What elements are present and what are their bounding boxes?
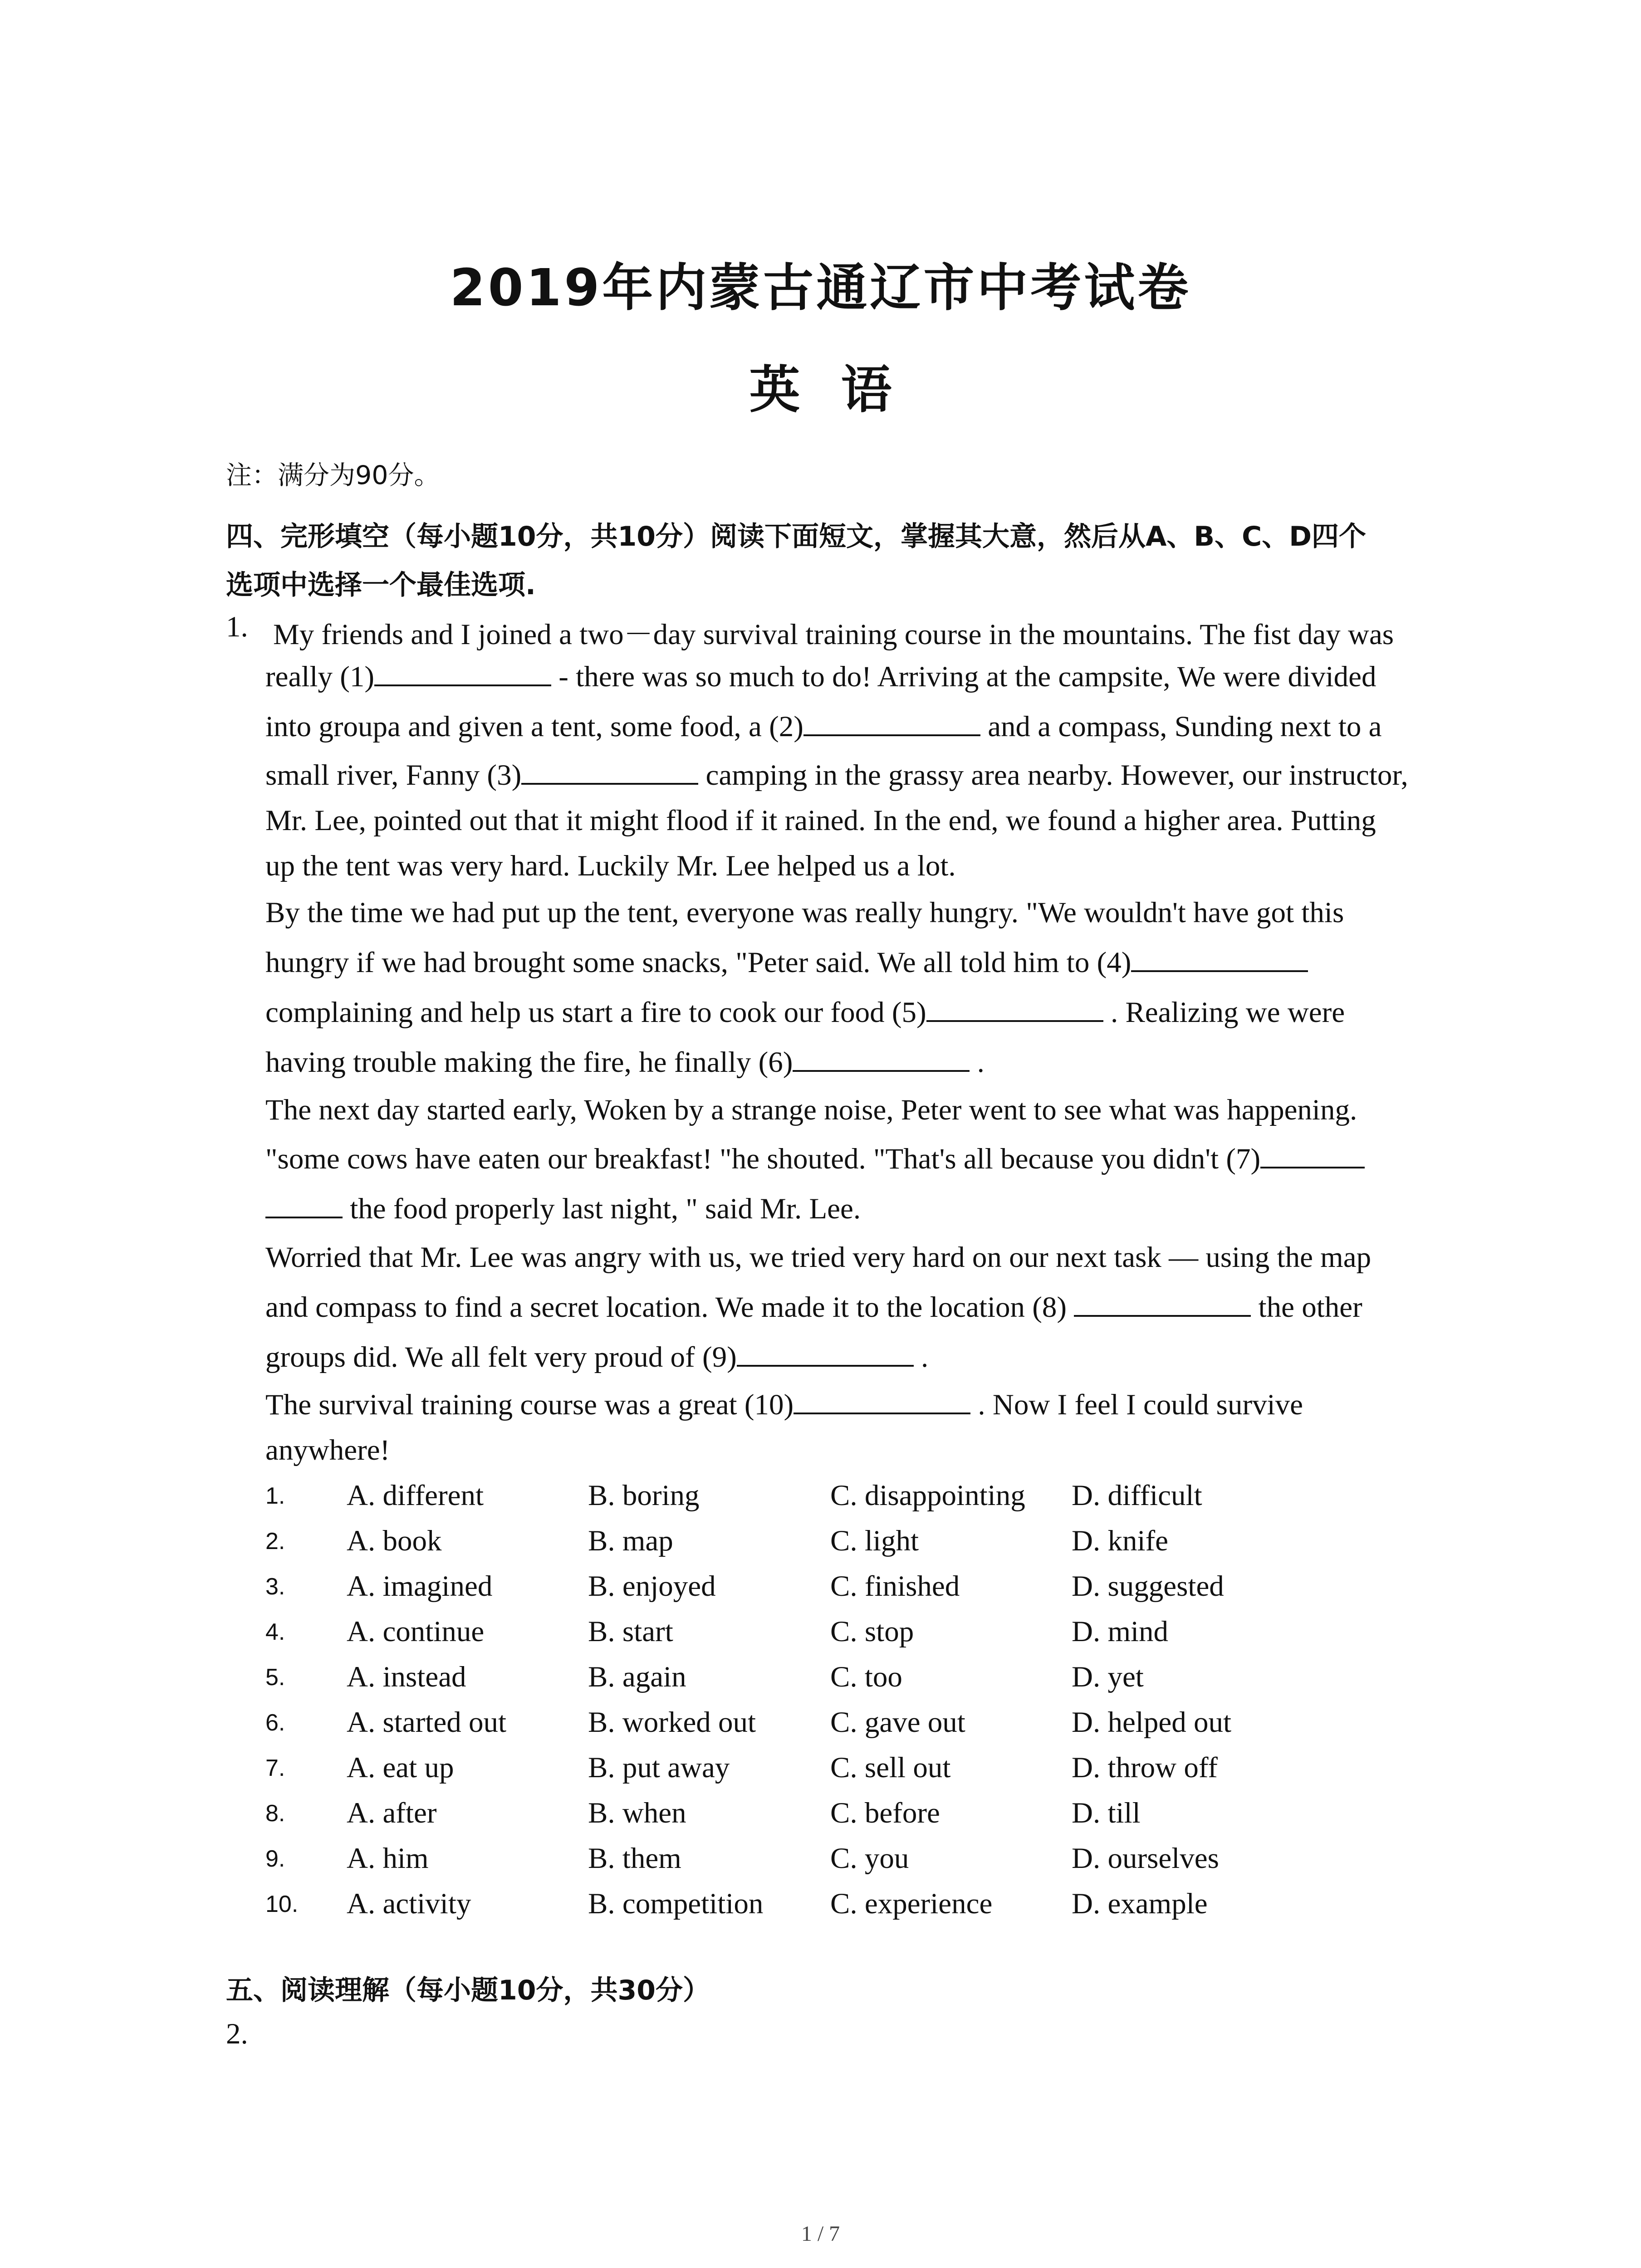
option-b: B. worked out [588, 1706, 756, 1739]
option-a: A. continue [347, 1615, 485, 1648]
passage-text: "some cows have eaten our breakfast! "he shouted. "That's all because you didn't (7) [265, 1143, 1261, 1175]
option-b: B. when [588, 1797, 686, 1829]
option-a: A. different [347, 1479, 484, 1512]
section4-heading-line1: 四、完形填空（每小题10分，共10分）阅读下面短文，掌握其大意，然后从A、B、C、D四个 [226, 521, 1366, 552]
option-c: C. sell out [830, 1751, 951, 1784]
passage-line: My friends and I joined a two－day survival training course in the mountains. The fist day was [273, 618, 1394, 651]
option-b: B. boring [588, 1479, 700, 1512]
blank-7 [1260, 1143, 1365, 1168]
option-number: 2. [265, 1528, 285, 1554]
option-number: 7. [265, 1755, 285, 1781]
option-number: 3. [265, 1574, 285, 1600]
blank-5 [926, 997, 1103, 1022]
passage-text: really (1) [265, 660, 375, 693]
option-d: D. till [1072, 1797, 1141, 1829]
passage-line [265, 758, 1408, 792]
option-a: A. him [347, 1842, 429, 1875]
option-c: C. experience [830, 1887, 993, 1920]
passage-line: Mr. Lee, pointed out that it might flood if it rained. In the end, we found a higher area. Putting [265, 804, 1376, 837]
passage-line [265, 710, 1382, 744]
option-c: C. stop [830, 1615, 914, 1648]
passage-text: . Now I feel I could survive [970, 1388, 1303, 1421]
passage-text: small river, Fanny (3) [265, 759, 522, 792]
option-b: B. them [588, 1842, 681, 1875]
option-c: C. you [830, 1842, 909, 1875]
blank-6 [793, 1046, 970, 1072]
question-number: 1. [226, 611, 248, 643]
option-d: D. example [1072, 1887, 1208, 1920]
option-b: B. enjoyed [588, 1570, 716, 1603]
passage-text: complaining and help us start a fire to cook our food (5) [265, 996, 926, 1029]
option-a: A. after [347, 1797, 437, 1829]
option-number: 6. [265, 1710, 285, 1736]
passage-line [265, 1046, 985, 1080]
passage-text: having trouble making the fire, he finally (6) [265, 1046, 793, 1079]
passage-line [265, 1290, 1362, 1325]
blank-2 [803, 711, 980, 736]
option-number: 5. [265, 1664, 285, 1691]
passage-line [265, 946, 1308, 980]
option-number: 4. [265, 1619, 285, 1645]
option-c: C. gave out [830, 1706, 965, 1739]
passage-text: and compass to find a secret location. We made it to the location (8) [265, 1291, 1074, 1324]
passage-text: . [913, 1341, 929, 1374]
option-d: D. knife [1072, 1525, 1168, 1557]
section5-heading: 五、阅读理解（每小题10分，共30分） [226, 1975, 710, 2006]
option-b: B. start [588, 1615, 673, 1648]
option-number: 8. [265, 1800, 285, 1827]
passage-line: anywhere! [265, 1434, 390, 1466]
blank-4 [1131, 947, 1308, 972]
option-number: 9. [265, 1846, 285, 1872]
passage-text: into groupa and given a tent, some food, a (2) [265, 710, 803, 743]
passage-line [265, 1388, 1303, 1422]
option-a: A. imagined [347, 1570, 493, 1603]
passage-text: The survival training course was a great (10) [265, 1388, 794, 1421]
option-number: 10. [265, 1891, 299, 1917]
option-d: D. mind [1072, 1615, 1169, 1648]
option-a: A. eat up [347, 1751, 454, 1784]
exam-title: 2019年内蒙古通辽市中考试卷 [450, 259, 1191, 318]
passage-line [265, 1192, 861, 1226]
option-d: D. throw off [1072, 1751, 1218, 1784]
option-d: D. difficult [1072, 1479, 1202, 1512]
option-d: D. yet [1072, 1661, 1144, 1693]
option-c: C. disappointing [830, 1479, 1025, 1512]
passage-text: the food properly last night, " said Mr. Lee. [343, 1193, 861, 1225]
option-d: D. ourselves [1072, 1842, 1219, 1875]
option-b: B. competition [588, 1887, 764, 1920]
page-number: 1 / 7 [801, 2222, 840, 2246]
passage-text: hungry if we had brought some snacks, "Peter said. We all told him to (4) [265, 946, 1132, 979]
subject-title: 英语 [749, 361, 933, 420]
option-b: B. again [588, 1661, 686, 1693]
passage-text: . [970, 1046, 985, 1079]
option-b: B. map [588, 1525, 673, 1557]
section4-heading-line2: 选项中选择一个最佳选项. [226, 569, 536, 601]
passage-text: . Realizing we were [1103, 996, 1345, 1029]
passage-line [265, 660, 1376, 694]
passage-line [265, 1142, 1365, 1176]
blank-8 [1074, 1291, 1251, 1317]
passage-line: up the tent was very hard. Luckily Mr. Lee helped us a lot. [265, 850, 956, 882]
option-d: D. helped out [1072, 1706, 1232, 1739]
blank-3 [521, 759, 698, 785]
blank-7-continued [265, 1193, 343, 1218]
passage-line [265, 1340, 928, 1374]
option-c: C. before [830, 1797, 940, 1829]
option-number: 1. [265, 1483, 285, 1509]
blank-1 [374, 661, 551, 686]
option-a: A. book [347, 1525, 442, 1557]
passage-text: and a compass, Sunding next to a [980, 710, 1382, 743]
score-note: 注：满分为90分。 [226, 460, 440, 490]
passage-line [265, 996, 1345, 1030]
option-a: A. activity [347, 1887, 471, 1920]
question-number: 2. [226, 2018, 248, 2050]
passage-line: Worried that Mr. Lee was angry with us, we tried very hard on our next task — using the map [265, 1241, 1372, 1274]
option-c: C. finished [830, 1570, 960, 1603]
passage-text: camping in the grassy area nearby. However, our instructor, [698, 759, 1408, 792]
option-c: C. too [830, 1661, 902, 1693]
blank-10 [794, 1389, 970, 1414]
passage-text: the other [1251, 1291, 1362, 1324]
option-a: A. started out [347, 1706, 507, 1739]
option-c: C. light [830, 1525, 919, 1557]
option-a: A. instead [347, 1661, 466, 1693]
passage-text: - there was so much to do! Arriving at the campsite, We were divided [551, 660, 1376, 693]
passage-text: groups did. We all felt very proud of (9) [265, 1341, 737, 1374]
option-b: B. put away [588, 1751, 730, 1784]
passage-line: The next day started early, Woken by a strange noise, Peter went to see what was happening. [265, 1094, 1357, 1126]
passage-line: By the time we had put up the tent, everyone was really hungry. "We wouldn't have got this [265, 896, 1344, 929]
option-d: D. suggested [1072, 1570, 1224, 1603]
blank-9 [737, 1341, 914, 1367]
